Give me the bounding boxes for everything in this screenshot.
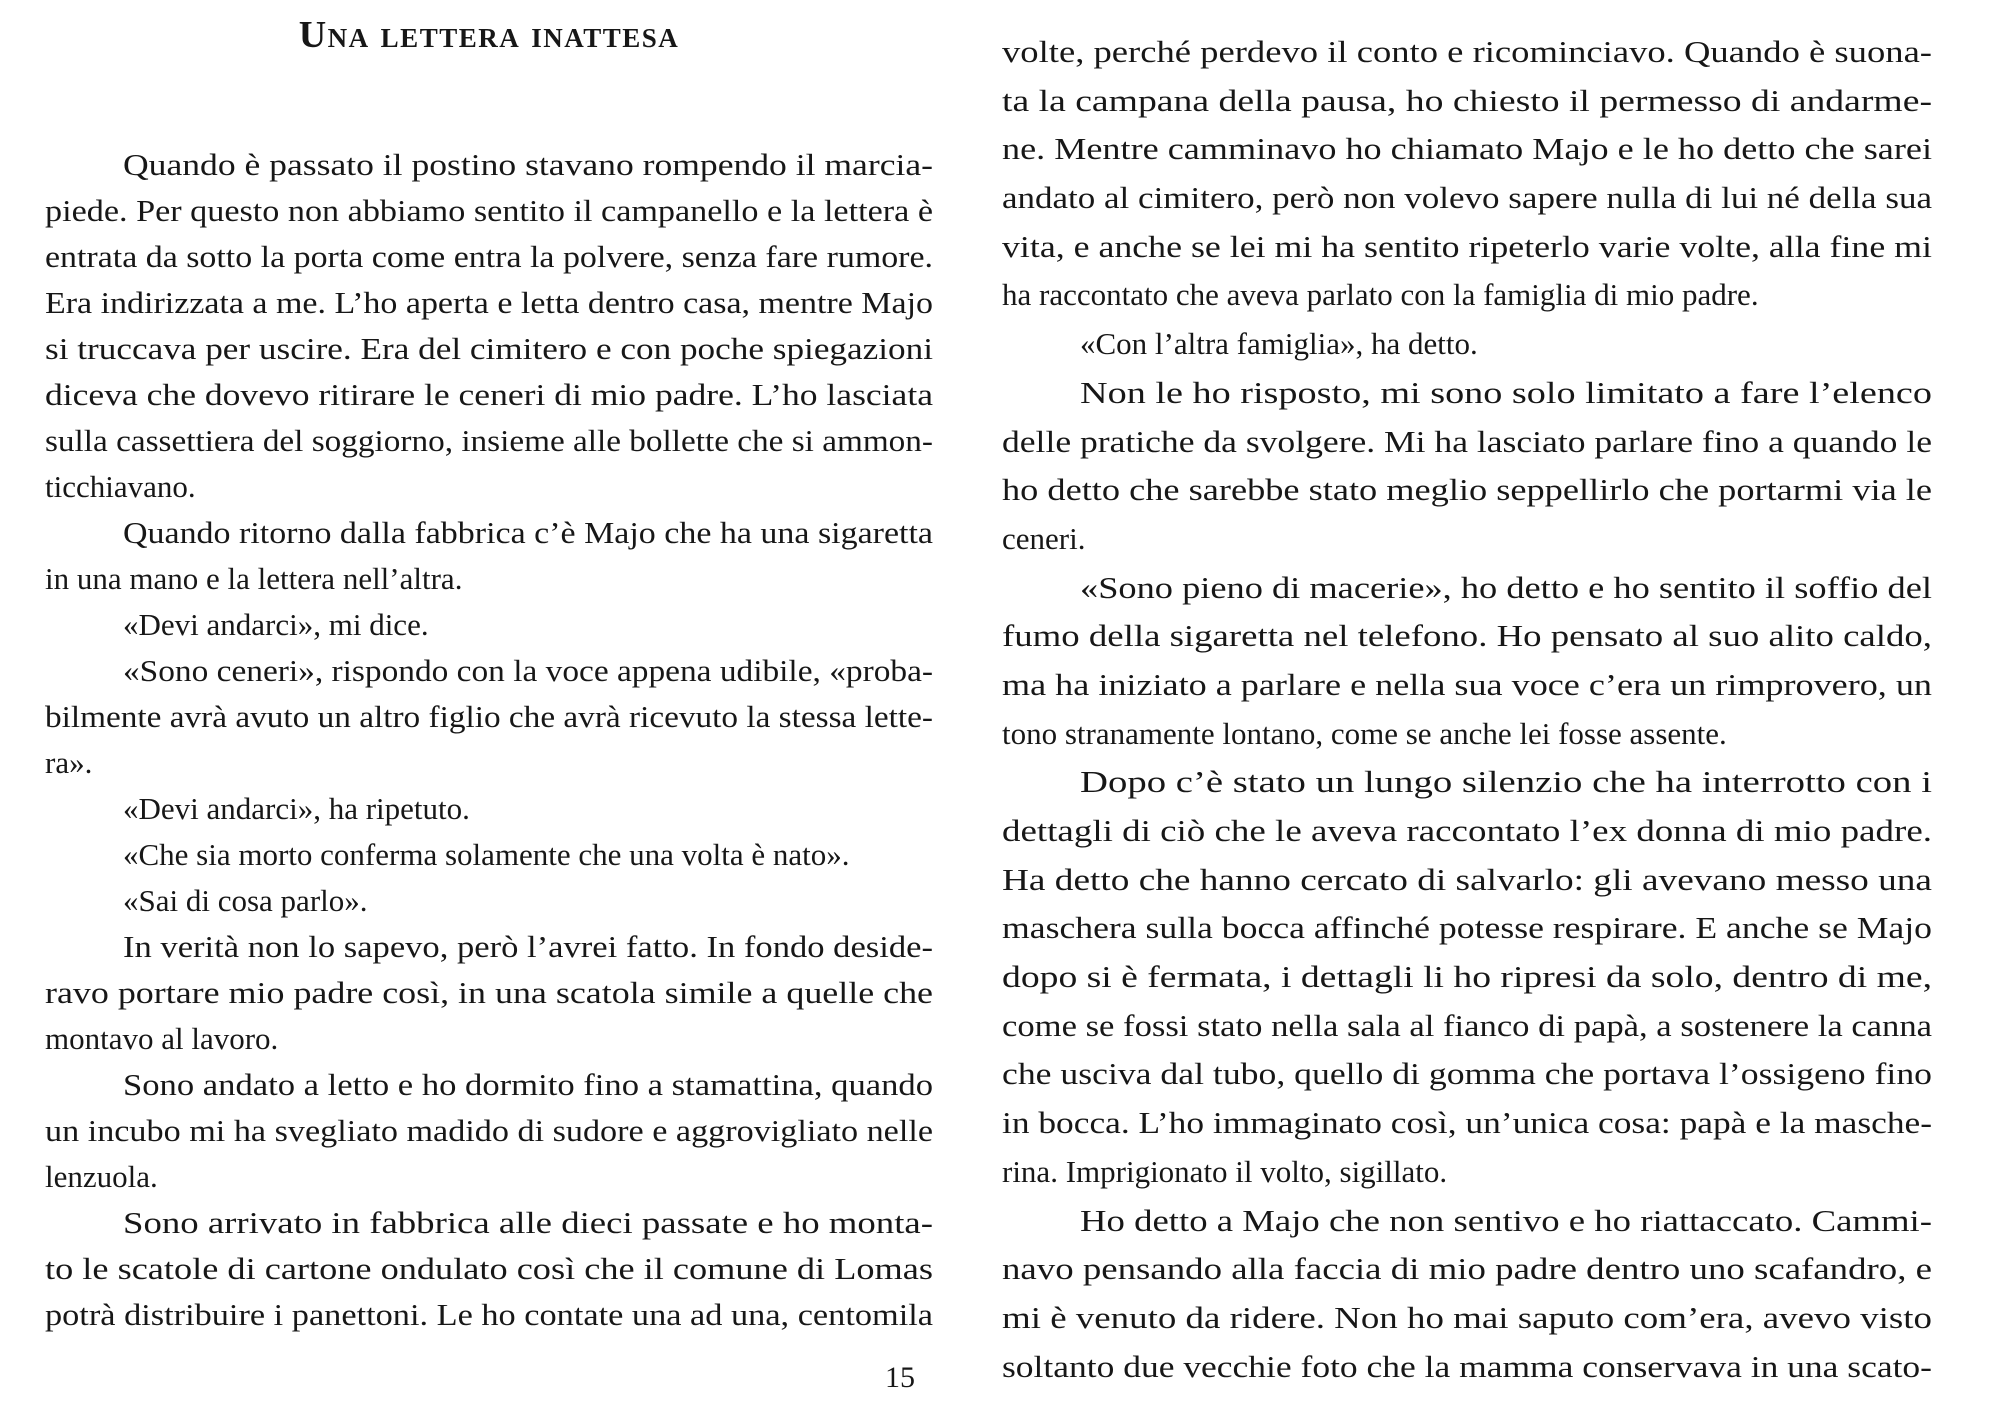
paragraph	[1002, 564, 1932, 759]
text-line: Ha detto che hanno cercato di salvarlo: gli avevano messo una	[1002, 861, 1932, 897]
text-line: entrata da sotto la porta come entra la polvere, senza fare rumore.	[45, 239, 934, 274]
text-line: dettagli di ciò che le aveva raccontato l’ex donna di mio padre.	[1002, 813, 1932, 848]
text-line: dopo si è fermata, i dettagli li ho ripresi da solo, dentro di me,	[1002, 959, 1932, 995]
text-line: lenzuola.	[45, 1159, 158, 1194]
text-line: Quando è passato il postino stavano rompendo il marcia-	[123, 147, 933, 182]
text-line: si truccava per uscire. Era del cimitero e con poche spiegazioni	[45, 331, 933, 366]
text-line: tono stranamente lontano, come se anche lei fosse assente.	[1002, 715, 1727, 751]
text-line: «Devi andarci», ha ripetuto.	[123, 791, 470, 826]
chapter-title: Una lettera inattesa	[298, 14, 680, 56]
paragraph	[45, 510, 933, 602]
text-line: ma ha iniziato a parlare e nella sua voce c’era un rimprovero, un	[1002, 666, 1932, 702]
text-line: Sono arrivato in fabbrica alle dieci passate e ho monta-	[123, 1205, 933, 1240]
paragraph	[1002, 1197, 1932, 1392]
paragraph	[45, 878, 933, 924]
page-number: 15	[885, 1361, 915, 1394]
text-line: ra».	[45, 745, 93, 780]
text-line: in una mano e la lettera nell’altra.	[45, 561, 463, 596]
text-line: «Che sia morto conferma solamente che una volta è nato».	[123, 837, 850, 872]
text-line: In verità non lo sapevo, però l’avrei fatto. In fondo deside-	[123, 929, 933, 964]
text-line: «Devi andarci», mi dice.	[123, 607, 429, 642]
text-line: diceva che dovevo ritirare le ceneri di mio padre. L’ho lasciata	[45, 377, 933, 412]
text-line: un incubo mi ha svegliato madido di sudore e aggrovigliato nelle	[45, 1113, 933, 1148]
text-line: maschera sulla bocca affinché potesse respirare. E anche se Majo	[1002, 910, 1932, 946]
text-line: volte, perché perdevo il conto e ricominciavo. Quando è suona-	[1002, 34, 1932, 69]
text-line: ho detto che sarebbe stato meglio seppellirlo che portarmi via le	[1002, 472, 1932, 508]
text-line: potrà distribuire i panettoni. Le ho contate una ad una, centomila	[45, 1297, 934, 1332]
text-line: to le scatole di cartone ondulato così che il comune di Lomas	[45, 1251, 933, 1286]
text-line: rina. Imprigionato il volto, sigillato.	[1002, 1153, 1448, 1189]
paragraph	[45, 832, 933, 878]
text-line: ticchiavano.	[45, 469, 196, 504]
paragraph	[1002, 369, 1932, 564]
text-line: andato al cimitero, però non volevo sapere nulla di lui né della sua	[1002, 180, 1932, 216]
paragraph	[45, 786, 933, 832]
text-line: navo pensando alla faccia di mio padre dentro uno scafandro, e	[1002, 1251, 1932, 1287]
text-line: «Sono pieno di macerie», ho detto e ho sentito il soffio del	[1080, 569, 1932, 605]
text-line: Dopo c’è stato un lungo silenzio che ha interrotto con i	[1080, 764, 1932, 800]
text-line: ha raccontato che aveva parlato con la famiglia di mio padre.	[1002, 277, 1759, 313]
paragraph	[1002, 758, 1932, 1196]
paragraph	[45, 648, 933, 786]
text-line: Ho detto a Majo che non sentivo e ho riattaccato. Cammi-	[1080, 1202, 1932, 1238]
paragraph	[45, 602, 933, 648]
text-line: ceneri.	[1002, 520, 1086, 556]
paragraph	[45, 924, 933, 1062]
text-line: Era indirizzata a me. L’ho aperta e letta dentro casa, mentre Majo	[45, 285, 934, 320]
text-line: ta la campana della pausa, ho chiesto il permesso di andarme-	[1002, 82, 1932, 118]
left-page-text	[45, 142, 933, 1338]
text-line: ravo portare mio padre così, in una scatola simile a quelle che	[45, 975, 933, 1010]
paragraph	[1002, 320, 1932, 369]
text-line: ne. Mentre camminavo ho chiamato Majo e le ho detto che sarei	[1002, 131, 1932, 167]
paragraph	[45, 142, 933, 510]
text-line: piede. Per questo non abbiamo sentito il campanello e la lettera è	[45, 193, 933, 228]
text-line: bilmente avrà avuto un altro figlio che avrà ricevuto la stessa lette-	[45, 699, 934, 734]
text-line: che usciva dal tubo, quello di gomma che portava l’ossigeno fino	[1002, 1056, 1932, 1092]
text-line: soltanto due vecchie foto che la mamma conservava in una scato-	[1002, 1348, 1932, 1384]
text-line: Sono andato a letto e ho dormito fino a stamattina, quando	[123, 1067, 933, 1102]
text-line: montavo al lavoro.	[45, 1021, 279, 1056]
text-line: «Sono ceneri», rispondo con la voce appena udibile, «proba-	[123, 653, 934, 688]
paragraph	[45, 1200, 933, 1338]
text-line: sulla cassettiera del soggiorno, insieme alle bollette che si ammon-	[45, 423, 933, 458]
left-page-column	[45, 0, 933, 1338]
right-page-column	[1002, 0, 1932, 1391]
text-line: fumo della sigaretta nel telefono. Ho pensato al suo alito caldo,	[1002, 618, 1932, 654]
text-line: vita, e anche se lei mi ha sentito ripeterlo varie volte, alla fine mi	[1002, 228, 1932, 264]
paragraph	[1002, 28, 1932, 320]
text-line: Quando ritorno dalla fabbrica c’è Majo che ha una sigaretta	[123, 515, 933, 550]
paragraph	[45, 1062, 933, 1200]
text-line: mi è venuto da ridere. Non ho mai saputo com’era, avevo visto	[1002, 1299, 1932, 1335]
text-line: come se fossi stato nella sala al fianco di papà, a sostenere la canna	[1002, 1007, 1932, 1043]
text-line: «Con l’altra famiglia», ha detto.	[1080, 326, 1478, 362]
text-line: «Sai di cosa parlo».	[123, 883, 368, 918]
text-line: in bocca. L’ho immaginato così, un’unica cosa: papà e la masche-	[1002, 1105, 1932, 1141]
text-line: delle pratiche da svolgere. Mi ha lasciato parlare fino a quando le	[1002, 423, 1932, 459]
text-line: Non le ho risposto, mi sono solo limitato a fare l’elenco	[1080, 374, 1932, 410]
right-page-text	[1002, 0, 1932, 1391]
